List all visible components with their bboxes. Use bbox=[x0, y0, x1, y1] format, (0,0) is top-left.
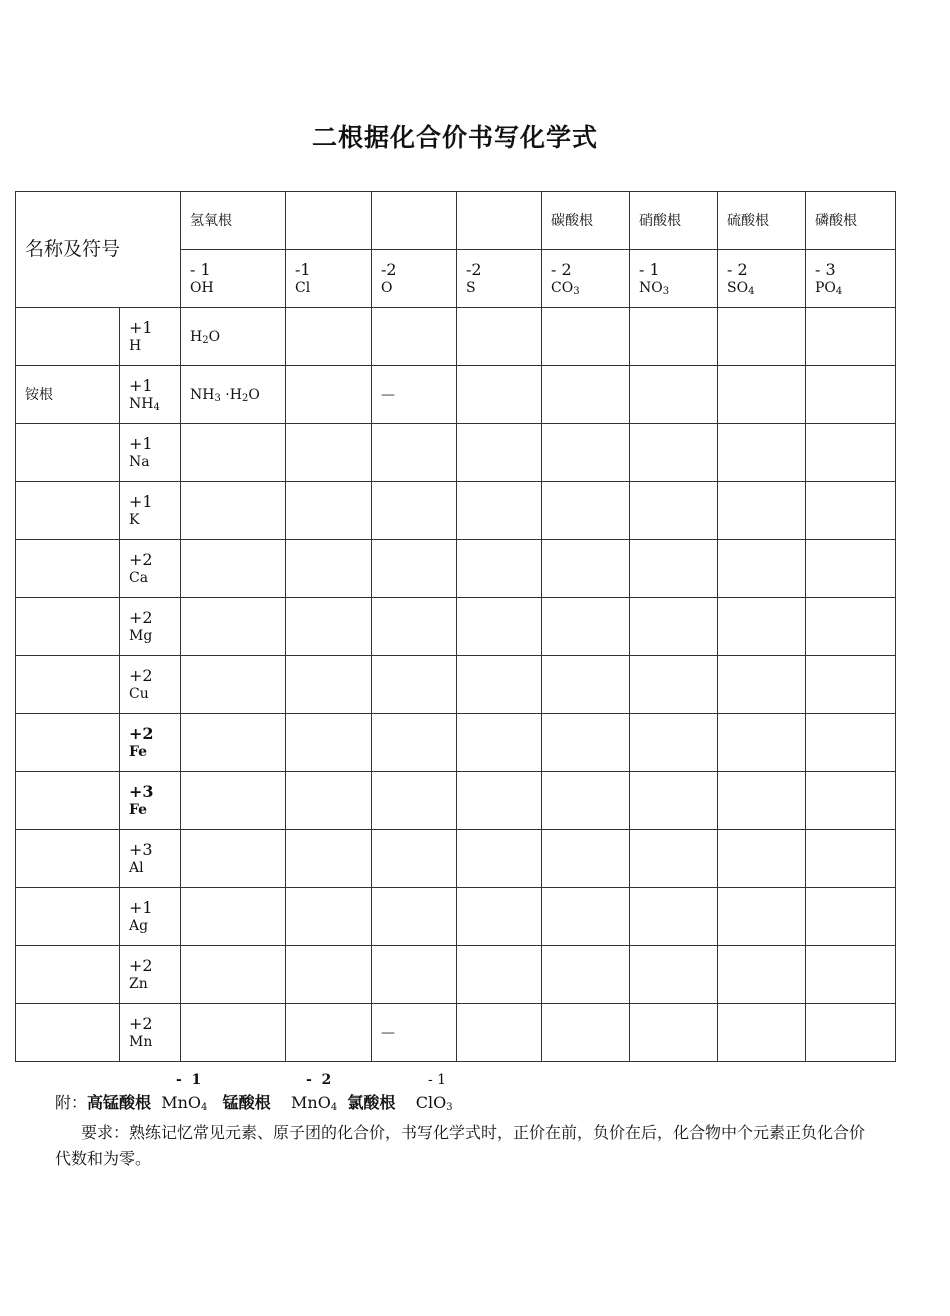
answer-cell[interactable] bbox=[718, 598, 806, 656]
answer-cell[interactable] bbox=[372, 946, 457, 1004]
row-valence: +1 bbox=[129, 491, 153, 511]
row-symbol: Ca bbox=[129, 569, 149, 586]
answer-cell[interactable] bbox=[806, 946, 896, 1004]
answer-cell[interactable] bbox=[542, 366, 630, 424]
answer-cell[interactable] bbox=[181, 598, 286, 656]
answer-cell[interactable] bbox=[372, 424, 457, 482]
answer-cell[interactable] bbox=[457, 366, 542, 424]
row-name-cell bbox=[16, 598, 120, 656]
column-valence: - 2 bbox=[551, 259, 572, 279]
column-valence: - 1 bbox=[639, 259, 660, 279]
row-symbol: H bbox=[129, 337, 142, 354]
answer-cell[interactable] bbox=[457, 714, 542, 772]
answer-cell[interactable] bbox=[806, 482, 896, 540]
row-valence: +3 bbox=[129, 781, 154, 801]
answer-cell[interactable] bbox=[457, 772, 542, 830]
appendix-valence-3: - 1 bbox=[428, 1072, 447, 1088]
answer-cell[interactable] bbox=[457, 598, 542, 656]
column-valence-cell bbox=[630, 250, 718, 308]
answer-cell[interactable] bbox=[181, 366, 286, 424]
corner-label: 名称及符号 bbox=[25, 237, 121, 260]
answer-cell[interactable] bbox=[372, 888, 457, 946]
column-name: 氢氧根 bbox=[190, 212, 233, 229]
table-row bbox=[16, 424, 896, 482]
valence-table bbox=[15, 191, 896, 1062]
row-name-cell bbox=[16, 714, 120, 772]
row-valence: +2 bbox=[129, 955, 153, 975]
answer-cell[interactable] bbox=[630, 714, 718, 772]
requirement-text: 要求：熟练记忆常见元素、原子团的化合价，书写化学式时，正价在前，负价在后，化合物中个元素正负化合价代数和为零。 bbox=[55, 1123, 866, 1168]
column-valence-cell bbox=[806, 250, 896, 308]
answer-cell[interactable] bbox=[806, 772, 896, 830]
answer-cell[interactable] bbox=[718, 714, 806, 772]
answer-cell[interactable] bbox=[542, 540, 630, 598]
appendix-symbol-2: MnO$_4$ bbox=[291, 1093, 338, 1113]
answer-cell[interactable] bbox=[181, 482, 286, 540]
row-symbol: Mg bbox=[129, 627, 153, 644]
appendix-symbol-3: ClO$_3$ bbox=[415, 1093, 453, 1113]
row-symbol: K bbox=[129, 511, 140, 528]
appendix bbox=[55, 1072, 915, 1113]
row-valence-cell bbox=[120, 830, 181, 888]
answer-cell[interactable] bbox=[542, 308, 630, 366]
answer-cell[interactable] bbox=[806, 366, 896, 424]
row-valence-cell bbox=[120, 946, 181, 1004]
answer-cell[interactable] bbox=[286, 540, 372, 598]
row-valence-cell bbox=[120, 308, 181, 366]
row-valence: +3 bbox=[129, 839, 153, 859]
answer-cell[interactable] bbox=[181, 656, 286, 714]
row-valence: +1 bbox=[129, 897, 153, 917]
answer-cell[interactable] bbox=[181, 714, 286, 772]
column-valence-cell bbox=[542, 250, 630, 308]
answer-cell[interactable] bbox=[457, 424, 542, 482]
table-row bbox=[16, 598, 896, 656]
answer-cell[interactable] bbox=[181, 772, 286, 830]
column-valence: - 3 bbox=[815, 259, 836, 279]
column-name-cell bbox=[542, 192, 630, 250]
answer-cell[interactable] bbox=[718, 888, 806, 946]
answer-cell[interactable] bbox=[718, 366, 806, 424]
column-valence: - 1 bbox=[190, 259, 211, 279]
column-name-cell bbox=[718, 192, 806, 250]
table-row bbox=[16, 482, 896, 540]
answer-cell[interactable] bbox=[806, 888, 896, 946]
answer-cell[interactable] bbox=[181, 424, 286, 482]
row-name-cell bbox=[16, 656, 120, 714]
row-valence-cell bbox=[120, 366, 181, 424]
answer-cell[interactable] bbox=[457, 308, 542, 366]
answer-cell[interactable] bbox=[286, 482, 372, 540]
appendix-valence-1: - 1 bbox=[176, 1072, 202, 1088]
row-valence: +2 bbox=[129, 723, 154, 743]
answer-cell[interactable] bbox=[806, 830, 896, 888]
answer-cell[interactable] bbox=[806, 656, 896, 714]
table-row bbox=[16, 1004, 896, 1062]
answer-cell[interactable] bbox=[542, 888, 630, 946]
answer-cell[interactable] bbox=[630, 424, 718, 482]
appendix-valence-2: - 2 bbox=[306, 1072, 332, 1088]
row-symbol: Cu bbox=[129, 685, 149, 702]
answer-cell[interactable] bbox=[806, 714, 896, 772]
row-valence: +2 bbox=[129, 549, 153, 569]
table-row bbox=[16, 540, 896, 598]
column-valence: -2 bbox=[466, 259, 482, 279]
table-row bbox=[16, 830, 896, 888]
column-symbol: Cl bbox=[295, 279, 311, 296]
answer-cell[interactable] bbox=[372, 1004, 457, 1062]
row-name-cell bbox=[16, 946, 120, 1004]
row-name: 铵根 bbox=[25, 386, 53, 403]
row-valence: +2 bbox=[129, 1013, 153, 1033]
answer-cell[interactable] bbox=[630, 830, 718, 888]
row-valence: +2 bbox=[129, 665, 153, 685]
answer-cell[interactable] bbox=[286, 772, 372, 830]
answer-cell[interactable] bbox=[372, 830, 457, 888]
formula: $H_2O$ bbox=[190, 328, 221, 346]
answer-cell[interactable] bbox=[542, 424, 630, 482]
answer-cell[interactable] bbox=[372, 482, 457, 540]
answer-cell[interactable] bbox=[457, 656, 542, 714]
answer-cell[interactable] bbox=[286, 598, 372, 656]
formula: $NH_3 \cdot H_2O$ bbox=[190, 386, 260, 404]
answer-cell[interactable] bbox=[718, 1004, 806, 1062]
answer-cell[interactable] bbox=[630, 1004, 718, 1062]
answer-cell[interactable] bbox=[718, 830, 806, 888]
answer-cell[interactable] bbox=[718, 424, 806, 482]
answer-cell[interactable] bbox=[806, 308, 896, 366]
answer-cell[interactable] bbox=[372, 598, 457, 656]
column-valence-cell bbox=[372, 250, 457, 308]
column-name-cell bbox=[630, 192, 718, 250]
table-row bbox=[16, 714, 896, 772]
not-applicable-mark: — bbox=[381, 1024, 396, 1041]
not-applicable-mark: — bbox=[381, 386, 396, 403]
column-symbol: $SO_4$ bbox=[727, 279, 755, 297]
column-name: 碳酸根 bbox=[551, 212, 594, 229]
row-symbol: Zn bbox=[129, 975, 148, 992]
answer-cell[interactable] bbox=[718, 772, 806, 830]
answer-cell[interactable] bbox=[718, 656, 806, 714]
answer-cell[interactable] bbox=[372, 308, 457, 366]
column-symbol: O bbox=[381, 279, 393, 296]
answer-cell[interactable] bbox=[630, 598, 718, 656]
answer-cell[interactable] bbox=[181, 1004, 286, 1062]
row-valence-cell bbox=[120, 598, 181, 656]
answer-cell[interactable] bbox=[630, 888, 718, 946]
column-symbol: OH bbox=[190, 279, 214, 296]
answer-cell[interactable] bbox=[806, 424, 896, 482]
column-valence-cell bbox=[181, 250, 286, 308]
header-row-names bbox=[16, 192, 896, 250]
answer-cell[interactable] bbox=[542, 946, 630, 1004]
row-name-cell bbox=[16, 772, 120, 830]
answer-cell[interactable] bbox=[286, 308, 372, 366]
corner-label-cell bbox=[16, 192, 181, 308]
answer-cell[interactable] bbox=[457, 946, 542, 1004]
row-symbol: Fe bbox=[129, 743, 148, 760]
answer-cell[interactable] bbox=[630, 772, 718, 830]
answer-cell[interactable] bbox=[630, 656, 718, 714]
answer-cell[interactable] bbox=[457, 888, 542, 946]
answer-cell[interactable] bbox=[630, 482, 718, 540]
answer-cell[interactable] bbox=[542, 1004, 630, 1062]
answer-cell[interactable] bbox=[718, 482, 806, 540]
column-valence: -2 bbox=[381, 259, 397, 279]
appendix-prefix: 附： bbox=[55, 1093, 88, 1112]
row-symbol: Mn bbox=[129, 1033, 153, 1050]
answer-cell[interactable] bbox=[286, 656, 372, 714]
answer-cell[interactable] bbox=[372, 714, 457, 772]
table-row bbox=[16, 308, 896, 366]
answer-cell[interactable] bbox=[181, 540, 286, 598]
answer-cell[interactable] bbox=[542, 656, 630, 714]
appendix-name-1: 高锰酸根 bbox=[87, 1093, 152, 1112]
answer-cell[interactable] bbox=[630, 366, 718, 424]
column-symbol: $CO_3$ bbox=[551, 279, 580, 297]
answer-cell[interactable] bbox=[372, 656, 457, 714]
answer-cell[interactable] bbox=[718, 946, 806, 1004]
row-name-cell bbox=[16, 366, 120, 424]
answer-cell[interactable] bbox=[181, 308, 286, 366]
column-name-cell bbox=[286, 192, 372, 250]
appendix-symbol-1: MnO$_4$ bbox=[161, 1093, 208, 1113]
row-valence-cell bbox=[120, 772, 181, 830]
answer-cell[interactable] bbox=[372, 772, 457, 830]
column-name-cell bbox=[457, 192, 542, 250]
answer-cell[interactable] bbox=[457, 482, 542, 540]
table-row bbox=[16, 656, 896, 714]
row-valence: +1 bbox=[129, 375, 153, 395]
row-valence-cell bbox=[120, 424, 181, 482]
row-symbol: Ag bbox=[129, 917, 149, 934]
answer-cell[interactable] bbox=[181, 830, 286, 888]
answer-cell[interactable] bbox=[372, 540, 457, 598]
table-row bbox=[16, 946, 896, 1004]
row-name-cell bbox=[16, 540, 120, 598]
answer-cell[interactable] bbox=[286, 830, 372, 888]
table-row bbox=[16, 888, 896, 946]
table-row bbox=[16, 772, 896, 830]
column-name: 硝酸根 bbox=[639, 212, 682, 229]
answer-cell[interactable] bbox=[718, 308, 806, 366]
column-name: 磷酸根 bbox=[815, 212, 858, 229]
answer-cell[interactable] bbox=[286, 888, 372, 946]
answer-cell[interactable] bbox=[630, 946, 718, 1004]
appendix-name-2: 锰酸根 bbox=[222, 1093, 271, 1112]
answer-cell[interactable] bbox=[718, 540, 806, 598]
row-valence-cell bbox=[120, 1004, 181, 1062]
answer-cell[interactable] bbox=[630, 540, 718, 598]
page-title: 二根据化合价书写化学式 bbox=[311, 123, 598, 152]
answer-cell[interactable] bbox=[181, 946, 286, 1004]
appendix-valences bbox=[55, 1072, 915, 1090]
table-row bbox=[16, 366, 896, 424]
row-valence: +2 bbox=[129, 607, 153, 627]
answer-cell[interactable] bbox=[286, 424, 372, 482]
column-name: 硫酸根 bbox=[727, 212, 770, 229]
answer-cell[interactable] bbox=[542, 714, 630, 772]
row-name-cell bbox=[16, 424, 120, 482]
answer-cell[interactable] bbox=[542, 598, 630, 656]
answer-cell[interactable] bbox=[286, 714, 372, 772]
answer-cell[interactable] bbox=[286, 1004, 372, 1062]
column-valence: - 2 bbox=[727, 259, 748, 279]
answer-cell[interactable] bbox=[181, 888, 286, 946]
answer-cell[interactable] bbox=[457, 830, 542, 888]
column-symbol: $NO_3$ bbox=[639, 279, 670, 297]
answer-cell[interactable] bbox=[457, 540, 542, 598]
answer-cell[interactable] bbox=[806, 1004, 896, 1062]
row-symbol: $NH_4$ bbox=[129, 395, 160, 413]
answer-cell[interactable] bbox=[542, 482, 630, 540]
answer-cell[interactable] bbox=[630, 308, 718, 366]
row-name-cell bbox=[16, 888, 120, 946]
row-name-cell bbox=[16, 830, 120, 888]
row-valence: +1 bbox=[129, 433, 153, 453]
answer-cell[interactable] bbox=[286, 946, 372, 1004]
answer-cell[interactable] bbox=[457, 1004, 542, 1062]
column-name-cell bbox=[372, 192, 457, 250]
column-valence-cell bbox=[457, 250, 542, 308]
row-name-cell bbox=[16, 308, 120, 366]
row-valence-cell bbox=[120, 888, 181, 946]
answer-cell[interactable] bbox=[372, 366, 457, 424]
answer-cell[interactable] bbox=[286, 366, 372, 424]
column-name-cell bbox=[181, 192, 286, 250]
row-valence-cell bbox=[120, 482, 181, 540]
column-valence-cell bbox=[718, 250, 806, 308]
row-valence: +1 bbox=[129, 317, 153, 337]
column-symbol: $PO_4$ bbox=[815, 279, 843, 297]
column-symbol: S bbox=[466, 279, 476, 296]
row-name-cell bbox=[16, 1004, 120, 1062]
answer-cell[interactable] bbox=[542, 772, 630, 830]
column-valence: -1 bbox=[295, 259, 311, 279]
column-name-cell bbox=[806, 192, 896, 250]
row-symbol: Na bbox=[129, 453, 150, 470]
row-valence-cell bbox=[120, 540, 181, 598]
row-symbol: Fe bbox=[129, 801, 148, 818]
row-valence-cell bbox=[120, 656, 181, 714]
row-name-cell bbox=[16, 482, 120, 540]
row-valence-cell bbox=[120, 714, 181, 772]
answer-cell[interactable] bbox=[806, 598, 896, 656]
answer-cell[interactable] bbox=[806, 540, 896, 598]
answer-cell[interactable] bbox=[542, 830, 630, 888]
appendix-line bbox=[55, 1090, 915, 1113]
column-valence-cell bbox=[286, 250, 372, 308]
row-symbol: Al bbox=[129, 859, 144, 876]
appendix-name-3: 氯酸根 bbox=[347, 1093, 396, 1112]
